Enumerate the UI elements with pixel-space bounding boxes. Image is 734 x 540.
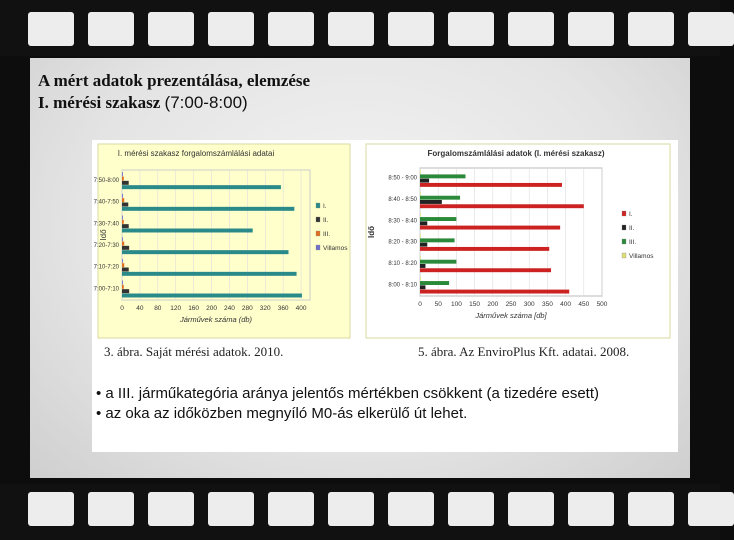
bar-ii bbox=[420, 221, 427, 225]
film-hole bbox=[388, 492, 434, 526]
x-tick-label: 40 bbox=[136, 305, 144, 312]
y-tick-label: 8:30 - 8:40 bbox=[388, 218, 417, 225]
left-chart-svg bbox=[93, 144, 350, 338]
legend-label: III. bbox=[323, 231, 331, 238]
slide-title bbox=[38, 70, 310, 114]
right-chart bbox=[366, 144, 670, 338]
bar-i bbox=[420, 247, 549, 251]
film-hole bbox=[268, 12, 314, 46]
bar-ii bbox=[122, 181, 129, 185]
film-hole bbox=[568, 492, 614, 526]
bar-iii bbox=[122, 220, 124, 224]
bar-ii bbox=[420, 200, 442, 204]
x-tick-label: 50 bbox=[434, 301, 442, 308]
title-line-2 bbox=[38, 92, 310, 114]
bar-villamos bbox=[420, 191, 421, 195]
film-hole bbox=[328, 12, 374, 46]
film-hole bbox=[508, 492, 554, 526]
title-line-2-time: (7:00-8:00) bbox=[164, 93, 248, 112]
bar-iii bbox=[122, 242, 124, 246]
film-hole bbox=[148, 12, 194, 46]
legend-swatch bbox=[316, 245, 320, 250]
chart-title: I. mérési szakasz forgalomszámlálási adatai bbox=[117, 149, 275, 158]
y-tick-label: 8:00 - 8:10 bbox=[388, 282, 417, 289]
bar-iii bbox=[420, 238, 455, 242]
bar-iii bbox=[122, 285, 124, 289]
bar-villamos bbox=[420, 277, 421, 281]
right-chart-svg bbox=[366, 144, 670, 338]
left-chart bbox=[93, 144, 350, 338]
bar-villamos bbox=[122, 237, 123, 241]
bar-villamos bbox=[420, 170, 421, 174]
bar-i bbox=[122, 185, 281, 189]
bar-iii bbox=[420, 196, 460, 200]
bar-iii bbox=[122, 263, 124, 267]
film-hole bbox=[88, 12, 134, 46]
film-hole bbox=[508, 12, 554, 46]
x-tick-label: 250 bbox=[505, 301, 517, 308]
legend-label: III. bbox=[629, 239, 637, 246]
y-tick-label: 8:50 - 9:00 bbox=[388, 175, 417, 182]
legend-swatch bbox=[316, 231, 320, 236]
bar-ii bbox=[420, 243, 427, 247]
bar-villamos bbox=[420, 213, 421, 217]
legend-swatch bbox=[316, 217, 320, 222]
film-hole bbox=[328, 492, 374, 526]
bar-i bbox=[420, 183, 562, 187]
bar-villamos bbox=[122, 216, 123, 220]
y-tick-label: 8:10 - 8:20 bbox=[388, 261, 417, 268]
bar-i bbox=[122, 250, 289, 254]
x-tick-label: 320 bbox=[259, 305, 271, 312]
bar-villamos bbox=[122, 281, 123, 285]
legend-label: II. bbox=[323, 217, 329, 224]
bar-villamos bbox=[420, 234, 421, 238]
x-tick-label: 160 bbox=[188, 305, 200, 312]
bar-iii bbox=[420, 217, 456, 221]
title-line-1: A mért adatok prezentálása, elemzése bbox=[38, 71, 311, 90]
bar-i bbox=[122, 294, 302, 298]
y-tick-label: 7:40-7:50 bbox=[93, 199, 119, 206]
film-hole bbox=[88, 492, 134, 526]
film-hole bbox=[568, 12, 614, 46]
legend-label: II. bbox=[629, 225, 635, 232]
bar-ii bbox=[122, 246, 129, 250]
x-tick-label: 200 bbox=[487, 301, 499, 308]
x-tick-label: 500 bbox=[596, 301, 608, 308]
y-tick-label: 7:50-8:00 bbox=[93, 177, 119, 184]
x-tick-label: 200 bbox=[206, 305, 217, 312]
y-tick-label: 7:00-7:10 bbox=[93, 286, 119, 293]
film-hole bbox=[628, 12, 674, 46]
bar-i bbox=[420, 268, 551, 272]
film-hole bbox=[148, 492, 194, 526]
film-hole bbox=[628, 492, 674, 526]
x-tick-label: 350 bbox=[541, 301, 553, 308]
x-tick-label: 80 bbox=[154, 305, 162, 312]
x-tick-label: 120 bbox=[170, 305, 182, 312]
legend-label: Villamos bbox=[323, 245, 348, 252]
bar-iii bbox=[420, 260, 456, 264]
film-hole bbox=[448, 492, 494, 526]
bar-iii bbox=[122, 198, 124, 202]
bullet-item: • az oka az időközben megnyíló M0-ás elkerülő út lehet. bbox=[96, 404, 599, 424]
y-tick-label: 8:20 - 8:30 bbox=[388, 239, 417, 246]
y-tick-label: 7:10-7:20 bbox=[93, 264, 119, 271]
film-strip-bottom bbox=[0, 484, 720, 540]
y-tick-label: 7:20-7:30 bbox=[93, 242, 119, 249]
bullet-item: • a III. járműkategória aránya jelentős mértékben csökkent (a tizedére esett) bbox=[96, 384, 599, 404]
legend-label: Villamos bbox=[629, 253, 654, 260]
bullet-list bbox=[96, 384, 599, 424]
bar-villamos bbox=[122, 259, 123, 263]
film-hole bbox=[688, 492, 734, 526]
right-chart-caption: 5. ábra. Az EnviroPlus Kft. adatai. 2008. bbox=[418, 344, 630, 359]
film-hole bbox=[688, 12, 734, 46]
chart-title: Forgalomszámlálási adatok (I. mérési szakasz) bbox=[427, 149, 605, 158]
legend-swatch bbox=[622, 239, 626, 244]
film-hole bbox=[268, 492, 314, 526]
left-chart-caption: 3. ábra. Saját mérési adatok. 2010. bbox=[104, 344, 284, 359]
bar-i bbox=[122, 272, 297, 276]
x-tick-label: 400 bbox=[560, 301, 572, 308]
x-tick-label: 150 bbox=[469, 301, 481, 308]
x-tick-label: 360 bbox=[277, 305, 289, 312]
film-hole bbox=[208, 12, 254, 46]
legend-label: I. bbox=[323, 203, 327, 210]
legend-swatch bbox=[622, 253, 626, 258]
bar-villamos bbox=[122, 194, 123, 198]
bar-iii bbox=[420, 281, 449, 285]
bar-iii bbox=[420, 174, 466, 178]
legend-swatch bbox=[316, 203, 320, 208]
legend-label: I. bbox=[629, 211, 633, 218]
bar-ii bbox=[420, 264, 425, 268]
bar-i bbox=[122, 207, 294, 211]
x-tick-label: 100 bbox=[450, 301, 462, 308]
film-hole bbox=[28, 492, 74, 526]
bar-iii bbox=[122, 177, 124, 181]
x-axis-label: Járművek száma [db] bbox=[475, 311, 547, 320]
bar-i bbox=[420, 290, 569, 294]
legend-swatch bbox=[622, 225, 626, 230]
x-tick-label: 0 bbox=[418, 301, 422, 308]
bar-ii bbox=[122, 289, 129, 293]
bar-villamos bbox=[122, 172, 123, 176]
x-tick-label: 300 bbox=[523, 301, 535, 308]
film-hole bbox=[208, 492, 254, 526]
y-tick-label: 8:40 - 8:50 bbox=[388, 197, 417, 204]
bar-i bbox=[420, 226, 560, 230]
x-axis-label: Járművek száma (db) bbox=[179, 315, 253, 324]
bar-ii bbox=[122, 203, 128, 207]
x-tick-label: 450 bbox=[578, 301, 590, 308]
bar-villamos bbox=[420, 255, 421, 259]
bar-ii bbox=[122, 224, 129, 228]
legend-swatch bbox=[622, 211, 626, 216]
bar-ii bbox=[122, 268, 129, 272]
film-hole bbox=[388, 12, 434, 46]
y-axis-label: Idő bbox=[99, 229, 108, 241]
x-tick-label: 0 bbox=[120, 305, 124, 312]
film-strip-top bbox=[0, 0, 720, 56]
x-tick-label: 240 bbox=[223, 305, 235, 312]
bar-ii bbox=[420, 179, 429, 183]
x-tick-label: 400 bbox=[295, 305, 307, 312]
film-hole bbox=[448, 12, 494, 46]
title-line-2-main: I. mérési szakasz bbox=[38, 93, 165, 112]
y-axis-label: Idő bbox=[367, 226, 376, 238]
bar-i bbox=[420, 204, 584, 208]
y-tick-label: 7:30-7:40 bbox=[93, 221, 119, 228]
x-tick-label: 280 bbox=[241, 305, 253, 312]
film-hole bbox=[28, 12, 74, 46]
bar-i bbox=[122, 229, 253, 233]
bar-ii bbox=[420, 285, 425, 289]
